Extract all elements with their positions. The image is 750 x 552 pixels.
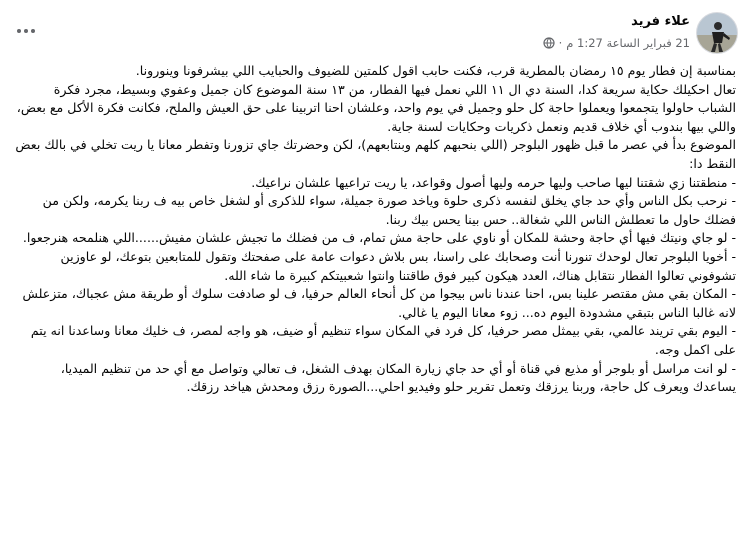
post-paragraph: - منطقتنا زي شقتنا ليها صاحب وليها حرمه وليها أصول وقواعد، يا ريت تراعيها علشان نراعيك. <box>251 174 736 190</box>
avatar-photo-icon <box>697 13 737 53</box>
post-body <box>14 62 736 397</box>
post-paragraph: تعال احكيلك حكاية سريعة كدا، السنة دي ال ١١ اللي نعمل فيها الفطار، من ١٣ سنة الموضوع كان جميل وعفوي وبسيط، مجرد فكرة الشباب حاولوا يتجمعوا ويعملوا حاجة كل حلو وجميل في يوم واحد، وعلشان احنا اتربينا على حق العيش والملح، فكانت فكرة الأكل مع بعض، واللي بيها بندوب أي خلاف قديم ونعمل ذكريات وحكايات لسنة جاية. <box>16 81 736 134</box>
meta-separator: · <box>558 36 563 50</box>
author-name[interactable]: علاء فريد <box>631 14 690 29</box>
post-paragraph: - لو جاي ونيتك فيها أي حاجة وحشة للمكان أو ناوي على حاجة مش تمام، ف من فضلك ما تجيش علشان مفيش......اللي هنلمحه هنرجعوا. <box>22 230 736 246</box>
post-paragraph: - المكان بقي مش مقتصر علينا بس، احنا عندنا ناس بيجوا من كل أنحاء العالم حرفيا، ف لو صادفت سلوك أو طريقة مش عجباك، متزعلش لانه غالبا الناس بتبقي مشدودة اليوم ده... زوء معانا اليوم يا غالي. <box>22 286 736 320</box>
post-paragraph: - اليوم بقي تريند عالمي، بقي بيمثل مصر حرفيا، كل فرد في المكان سواء تنظيم أو ضيف، هو واجه لمصر، ف خليك معانا وساعدنا انه يتم على اكمل وجه. <box>30 323 736 357</box>
post-paragraph: الموضوع بدأ في عصر ما قبل ظهور البلوجر (اللي بنحبهم كلهم وبنتابعهم)، لكن وحضرتك جاي تزورنا وتفطر معانا يا ريت تخلي في بالك بعض النقط دا: <box>15 137 736 171</box>
globe-icon <box>543 37 555 49</box>
post-paragraph: - نرحب بكل الناس وأي حد جاي يخلق لنفسه ذكرى حلوة وياخد صورة جميلة، سواء للذكرى أو لشغل خاص بيه ف ربنا يكرمه، ولكن من فضلك حاول ما تعطلش الناس اللي شغالة.. حس بينا يحس بيك ربنا. <box>42 193 736 227</box>
post-paragraph: - لو انت مراسل أو بلوجر أو مذيع في قناة أو أي حد جاي زيارة المكان بهدف الشغل، ف تعالي وتواصل مع أي حد من تنظيم الميديا، يساعدك ويعرف كل حاجة، وربنا يرزقك وتعمل تقرير حلو وفيديو احلي...الصورة رزق ومحدش هياخد رزقك. <box>60 360 736 395</box>
more-options-icon[interactable] <box>12 22 40 42</box>
post-header <box>12 12 738 56</box>
post-paragraph: بمناسبة إن فطار يوم ١٥ رمضان بالمطرية قرب، فكنت حابب اقول كلمتين للضيوف والحبايب اللي بيشرفونا وينورونا. <box>135 63 736 78</box>
post-paragraph: - أخويا البلوجر تعال لوحدك تنورنا أنت وصحابك على راسنا، بس بلاش دعوات عامة على صفحتك وتقول للمتابعين بتوعك، لو عاوزين تشوفوني تعالوا الفطار نتقابل هناك، العدد هيكون كبير فوق طاقتنا وانتوا شعبيتكم كبيرة ما شاء الله. <box>60 248 736 283</box>
post-meta <box>543 36 690 50</box>
post-timestamp[interactable]: 21 فبراير الساعة 1:27 م <box>566 36 690 50</box>
author-avatar[interactable] <box>696 12 738 54</box>
